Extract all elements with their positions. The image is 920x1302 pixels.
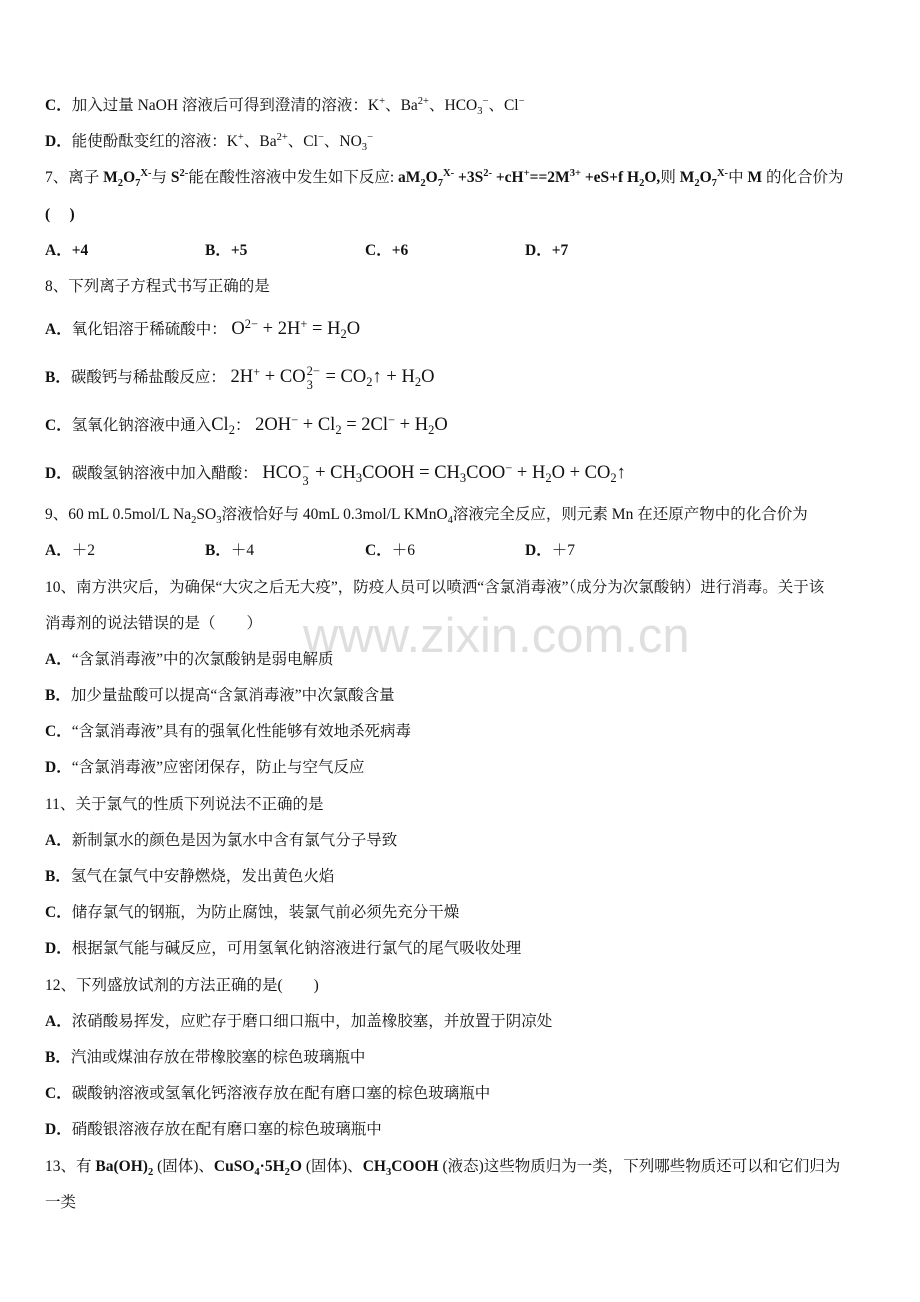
math-superscript: −: [302, 460, 310, 475]
question-number: 7、: [45, 169, 69, 187]
math-run: O: [421, 367, 435, 388]
option-a: [45, 1004, 905, 1040]
text-run: 下列离子方程式书写正确的是: [68, 277, 270, 295]
option-label: D．: [45, 133, 72, 151]
option-b: [45, 353, 905, 401]
text-run: 浓硝酸易挥发，应贮存于磨口细口瓶中，加盖橡胶塞，并放置于阴凉处: [71, 1012, 553, 1030]
bold-subscript: 2: [117, 178, 124, 190]
bold-subscript: 2: [284, 1166, 290, 1178]
text-run: 下列盛放试剂的方法正确的是( ): [76, 976, 319, 994]
option-label: C．: [45, 97, 72, 114]
bold-subscript: 2: [420, 178, 426, 190]
option-c: [45, 895, 905, 931]
text-run: “含氯消毒液”应密闭保存，防止与空气反应: [71, 759, 365, 777]
option-label: A．: [45, 241, 72, 259]
option-label: A．: [45, 831, 72, 849]
bold-subscript: 3: [385, 1166, 392, 1178]
text-run: 、HCO: [429, 97, 478, 114]
math-superscript: 2−: [306, 364, 320, 379]
choice-row: [45, 233, 905, 269]
superscript: 2+: [276, 132, 288, 144]
text-run: 一类: [45, 1193, 77, 1211]
option-b: [45, 678, 905, 714]
math-run: + Cl: [298, 415, 336, 436]
bold-superscript: 2-: [179, 168, 189, 180]
math-subscript: 2: [340, 327, 347, 342]
math-subscript: 2: [366, 375, 373, 390]
bold-subscript: 7: [437, 178, 443, 190]
math-run: COO: [466, 463, 506, 484]
option-label: A．: [45, 1012, 72, 1030]
math-run: 2OH: [250, 415, 292, 436]
text-run: 60 mL 0.5mol/L Na: [68, 506, 192, 524]
math-run: O: [226, 319, 245, 340]
math-subscript: 2: [428, 423, 435, 438]
text-run: 能在酸性溶液中发生如下反应:: [188, 169, 398, 187]
question-stem-continuation: [45, 606, 905, 642]
bold-formula-run: M: [747, 169, 763, 187]
option-label: D．: [525, 542, 552, 560]
bold-superscript: X-: [442, 168, 455, 180]
choice-d: [525, 533, 685, 569]
question-number: 11、: [45, 795, 76, 813]
bold-formula-run: O: [289, 1157, 302, 1175]
math-run: = 2Cl: [341, 415, 388, 436]
superscript: −: [317, 132, 324, 144]
option-label: C．: [365, 241, 392, 259]
option-label: C．: [45, 417, 72, 435]
option-label: B．: [205, 241, 231, 259]
question-number: 12、: [45, 976, 77, 994]
charge-stack: [307, 365, 320, 391]
option-label: B．: [45, 369, 71, 387]
text-run: 碳酸钠溶液或氢氧化钙溶液存放在配有磨口塞的棕色玻璃瓶中: [71, 1085, 491, 1103]
question-stem: [45, 269, 905, 305]
bold-formula-run: S: [170, 169, 180, 187]
math-run: = CO: [320, 367, 367, 388]
math-superscript: +: [253, 364, 261, 379]
choice-a: [45, 533, 205, 569]
text-run: 氢气在氯气中安静燃烧，发出黄色火焰: [70, 868, 335, 885]
text-run: 、NO: [323, 133, 362, 151]
bold-formula-run: Ba(OH): [95, 1157, 148, 1175]
text-run: 、Ba: [243, 133, 277, 151]
math-run: Cl: [211, 415, 229, 436]
math-run: + H: [395, 415, 429, 436]
superscript: +: [237, 132, 244, 144]
option-c: [45, 1076, 905, 1112]
text-run: 中: [728, 169, 748, 187]
bold-formula-run: CH: [362, 1157, 386, 1175]
superscript: +: [379, 95, 386, 107]
text-run: “含氯消毒液”中的次氯酸钠是弱电解质: [71, 650, 334, 668]
option-label: D．: [525, 241, 552, 259]
question-stem: [45, 160, 905, 196]
choice-c: [365, 233, 525, 269]
text-run: 的化合价为: [762, 169, 844, 187]
text-run: 碳酸氢钠溶液中加入醋酸：: [71, 465, 258, 483]
bold-subscript: 2: [694, 178, 700, 190]
question-number: 10、: [45, 578, 77, 596]
question-number: 13、: [45, 1157, 77, 1175]
option-label: B．: [45, 868, 71, 885]
choice-c: [365, 533, 525, 569]
text-run: 离子: [68, 169, 104, 187]
bold-formula-run: +eS+f H: [580, 169, 640, 187]
text-run: 加少量盐酸可以提高“含氯消毒液”中次氯酸含量: [70, 687, 395, 705]
text-run: 碳酸钙与稀盐酸反应：: [70, 369, 226, 387]
text-run: 硝酸银溶液存放在配有磨口塞的棕色玻璃瓶中: [71, 1121, 382, 1139]
bold-subscript: 7: [135, 178, 141, 190]
bold-formula-run: M: [679, 169, 695, 187]
math-subscript: 2: [545, 471, 552, 486]
option-c: [45, 714, 905, 750]
text-run: 新制氯水的颜色是因为氯水中含有氯气分子导致: [71, 831, 398, 849]
option-label: B．: [45, 1048, 71, 1066]
math-subscript: 2: [414, 375, 422, 390]
bold-formula-run: aM: [398, 169, 421, 187]
bold-formula-run: M: [103, 169, 118, 187]
option-label: D．: [45, 940, 72, 958]
superscript: −: [367, 132, 374, 144]
bold-superscript: X-: [140, 168, 152, 180]
text-run: 汽油或煤油存放在带橡胶塞的棕色玻璃瓶中: [70, 1048, 366, 1066]
math-run: O: [346, 319, 361, 340]
subscript: 3: [361, 142, 368, 154]
text-run: 关于氯气的性质下列说法不正确的是: [75, 795, 324, 813]
option-d: [45, 124, 905, 160]
question-stem: [45, 1149, 905, 1185]
text-run: 能使酚酞变红的溶液：K: [71, 133, 238, 151]
option-label: B．: [205, 542, 231, 560]
text-run: 消毒剂的说法错误的是（ ）: [45, 614, 263, 632]
question-number: 8、: [45, 277, 69, 295]
math-run: ↑: [616, 463, 626, 484]
option-label: A．: [45, 321, 72, 339]
option-c: [45, 401, 905, 449]
math-superscript: +: [300, 316, 308, 331]
text-run: 则: [660, 169, 680, 187]
bold-superscript: X-: [716, 168, 729, 180]
text-run: ＋4: [230, 542, 255, 560]
bold-subscript: 4: [254, 1166, 260, 1178]
option-d: [45, 1112, 905, 1148]
math-run: COOH = CH: [362, 463, 460, 484]
option-b: [45, 1040, 905, 1076]
bold-formula-run: +5: [230, 241, 248, 259]
choice-b: [205, 533, 365, 569]
math-run: O: [434, 415, 448, 436]
choice-b: [205, 233, 365, 269]
math-run: + CO: [260, 367, 306, 388]
charge-stack: [302, 461, 309, 487]
bold-formula-run: O: [699, 169, 712, 187]
text-run: 溶液恰好与 40mL 0.3mol/L KMnO: [221, 506, 448, 524]
math-run: + CH: [310, 463, 356, 484]
math-subscript: 2: [228, 423, 235, 438]
bold-formula-run: ( ): [45, 205, 75, 223]
watermark: www.zixin.com.cn: [303, 609, 690, 663]
text-run: 溶液完全反应，则元素 Mn 在还原产物中的化合价为: [452, 506, 808, 524]
bold-subscript: 7: [711, 178, 717, 190]
bold-formula-run: CuSO: [213, 1157, 255, 1175]
option-a: [45, 305, 905, 353]
bold-formula-run: +6: [391, 241, 409, 259]
math-subscript: 2: [610, 471, 617, 486]
math-run: = H: [307, 319, 341, 340]
option-label: A．: [45, 542, 72, 560]
option-a: [45, 642, 905, 678]
bold-formula-run: ·5H: [259, 1157, 285, 1175]
text-run: (固体)、: [301, 1157, 363, 1175]
bold-formula-run: +3S: [454, 169, 484, 187]
bold-formula-run: O: [123, 169, 136, 187]
text-run: (液态)这些物质归为一类，下列哪些物质还可以和它们归为: [438, 1157, 841, 1175]
option-label: D．: [45, 1121, 72, 1139]
math-superscript: 2−: [244, 316, 259, 331]
option-a: [45, 823, 905, 859]
bold-superscript: 3+: [569, 168, 581, 180]
math-run: + H: [512, 463, 546, 484]
text-run: 、Cl: [287, 133, 318, 151]
bold-formula-run: +7: [551, 241, 569, 259]
option-b: [45, 859, 905, 895]
bold-subscript: 2: [147, 1166, 154, 1178]
choice-row: [45, 533, 905, 569]
text-run: ＋2: [71, 542, 95, 560]
text-run: 氧化铝溶于稀硫酸中：: [71, 321, 227, 339]
superscript: −: [518, 95, 525, 107]
text-run: ＋7: [551, 542, 575, 560]
math-superscript: −: [387, 412, 396, 427]
math-run: HCO: [257, 463, 302, 484]
question-stem-continuation: [45, 1185, 905, 1221]
math-subscript: 3: [306, 377, 313, 392]
math-subscript: 3: [459, 471, 467, 486]
text-run: 、Ba: [385, 97, 418, 114]
text-run: (固体)、: [153, 1157, 214, 1175]
bold-formula-run: O,: [644, 169, 661, 187]
option-label: C．: [45, 1085, 72, 1103]
text-run: ：: [234, 417, 251, 435]
option-d: [45, 931, 905, 967]
question-stem: [45, 787, 905, 823]
question-stem: [45, 968, 905, 1004]
option-label: D．: [45, 759, 72, 777]
option-label: B．: [45, 687, 71, 705]
text-run: ＋6: [391, 542, 415, 560]
option-d: [45, 750, 905, 786]
choice-a: [45, 233, 205, 269]
bold-superscript: +: [523, 168, 530, 180]
text-run: 南方洪灾后，为确保“大灾之后无大疫”，防疫人员可以喷洒“含氯消毒液”（成分为次氯酸钠）进行消毒。关于该: [76, 578, 825, 596]
bold-formula-run: ==2M: [529, 169, 570, 187]
option-label: A．: [45, 650, 72, 668]
question-number: 9、: [45, 506, 69, 524]
text-run: 、Cl: [488, 97, 519, 114]
text-run: 加入过量 NaOH 溶液后可得到澄清的溶液：K: [71, 97, 380, 114]
option-c: [45, 88, 905, 124]
text-run: 有: [76, 1157, 96, 1175]
math-run: + 2H: [258, 319, 301, 340]
math-subscript: 2: [335, 423, 342, 438]
math-run: 2H: [225, 367, 254, 388]
text-run: “含氯消毒液”具有的强氧化性能够有效地杀死病毒: [71, 723, 411, 741]
choice-d: [525, 233, 685, 269]
exam-page: [45, 88, 905, 1221]
text-run: 与: [151, 169, 171, 187]
text-run: SO: [196, 506, 217, 524]
math-superscript: −: [291, 412, 299, 427]
math-run: O + CO: [551, 463, 611, 484]
option-label: C．: [45, 904, 72, 922]
bold-formula-run: +4: [71, 241, 89, 259]
superscript: 2+: [417, 95, 429, 107]
option-label: C．: [365, 542, 392, 560]
option-label: D．: [45, 465, 72, 483]
text-run: 根据氯气能与碱反应，可用氢氧化钠溶液进行氯气的尾气吸收处理: [71, 940, 522, 958]
subscript: 2: [191, 515, 197, 527]
bold-subscript: 2: [639, 178, 645, 190]
option-d: [45, 449, 905, 497]
subscript: 3: [216, 515, 222, 527]
text-run: 氢氧化钠溶液中通入: [71, 417, 212, 435]
superscript: −: [482, 95, 489, 107]
text-run: 储存氯气的钢瓶，为防止腐蚀，装氯气前必须先充分干燥: [71, 904, 460, 922]
bold-superscript: 2-: [483, 168, 492, 180]
option-label: C．: [45, 723, 72, 741]
bold-formula-run: +cH: [491, 169, 524, 187]
question-stem: [45, 570, 905, 606]
math-run: ↑ + H: [372, 367, 415, 388]
math-superscript: −: [505, 460, 513, 475]
question-stem: [45, 497, 905, 533]
bold-formula-run: COOH: [391, 1157, 439, 1175]
question-stem-continuation: [45, 197, 905, 233]
subscript: 3: [477, 106, 483, 118]
math-subscript: 3: [355, 471, 363, 486]
subscript: 4: [447, 515, 453, 527]
math-subscript: 3: [302, 473, 309, 488]
bold-formula-run: O: [425, 169, 438, 187]
